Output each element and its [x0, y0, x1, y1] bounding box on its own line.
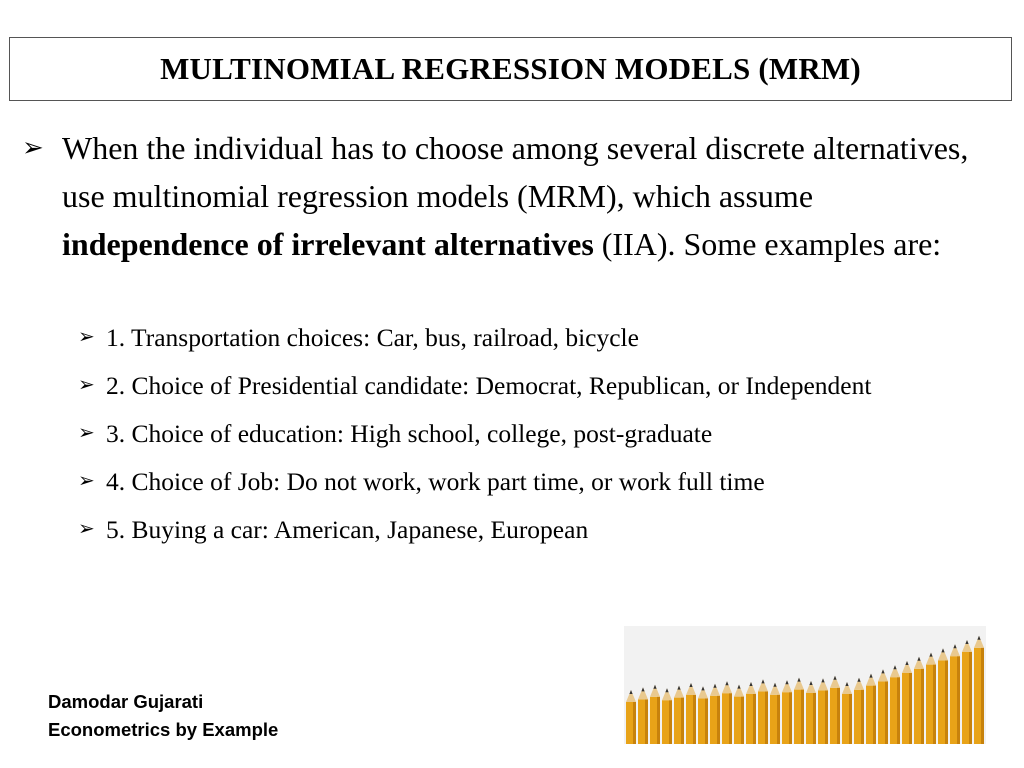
pencil-icon: [962, 640, 972, 744]
list-item-text: 3. Choice of education: High school, college, post-graduate: [106, 419, 713, 448]
pencil-icon: [758, 679, 768, 744]
main-bullet-text: [62, 124, 1007, 268]
pencil-icon: [662, 688, 672, 744]
pencil-icon: [878, 669, 888, 744]
examples-list: [78, 320, 1013, 560]
pencil-icon: [830, 676, 840, 744]
pencil-icon: [746, 682, 756, 744]
pencil-icon: [722, 681, 732, 744]
pencil-icon: [698, 686, 708, 744]
bullet-arrow-icon: ➢: [78, 518, 95, 540]
pencil-icon: [686, 683, 696, 744]
pencil-chart-icon: [624, 626, 986, 744]
pencil-icon: [818, 678, 828, 744]
title-box: [9, 37, 1012, 101]
bullet-arrow-icon: ➢: [78, 326, 95, 348]
pencil-icon: [974, 636, 984, 744]
list-item: [78, 512, 1013, 548]
list-item: [78, 368, 1013, 404]
list-item-text: 2. Choice of Presidential candidate: Democrat, Republican, or Independent: [106, 371, 872, 400]
pencil-icon: [926, 653, 936, 744]
pencil-chart-image: [624, 626, 986, 744]
pencil-icon: [638, 687, 648, 744]
list-item: [78, 320, 1013, 356]
bullet-arrow-icon: ➢: [78, 422, 95, 444]
footer-book-title: Econometrics by Example: [48, 719, 279, 740]
pencil-icon: [842, 682, 852, 744]
main-bullet-text-before: When the individual has to choose among several discrete alternatives, use multinomial regression models (MRM), which assume: [62, 130, 969, 214]
pencil-icon: [710, 684, 720, 744]
pencil-icon: [770, 683, 780, 744]
pencil-icon: [782, 680, 792, 744]
main-bullet-bold-term: independence of irrelevant alternatives: [62, 226, 594, 262]
pencil-icon: [794, 678, 804, 744]
footer-author: Damodar Gujarati: [48, 691, 204, 712]
pencil-icon: [674, 686, 684, 744]
pencil-icon: [938, 648, 948, 744]
pencil-icon: [866, 674, 876, 744]
list-item-text: 5. Buying a car: American, Japanese, European: [106, 515, 589, 544]
slide-title: MULTINOMIAL REGRESSION MODELS (MRM): [160, 51, 861, 86]
pencil-icon: [650, 685, 660, 744]
pencil-icon: [890, 665, 900, 744]
pencil-icon: [806, 681, 816, 744]
bullet-arrow-icon: ➢: [22, 133, 44, 162]
pencil-icon: [734, 685, 744, 744]
main-bullet: [22, 124, 1007, 268]
pencil-icon: [626, 690, 636, 744]
bullet-arrow-icon: ➢: [78, 374, 95, 396]
pencil-icon: [854, 678, 864, 744]
list-item: [78, 416, 1013, 452]
list-item-text: 1. Transportation choices: Car, bus, railroad, bicycle: [106, 323, 639, 352]
pencil-icon: [914, 657, 924, 744]
pencil-icon: [950, 644, 960, 744]
list-item: [78, 464, 1013, 500]
main-bullet-text-after: (IIA). Some examples are:: [593, 226, 942, 262]
list-item-text: 4. Choice of Job: Do not work, work part time, or work full time: [106, 467, 765, 496]
footer-credit: [48, 688, 278, 744]
pencil-icon: [902, 661, 912, 744]
bullet-arrow-icon: ➢: [78, 470, 95, 492]
